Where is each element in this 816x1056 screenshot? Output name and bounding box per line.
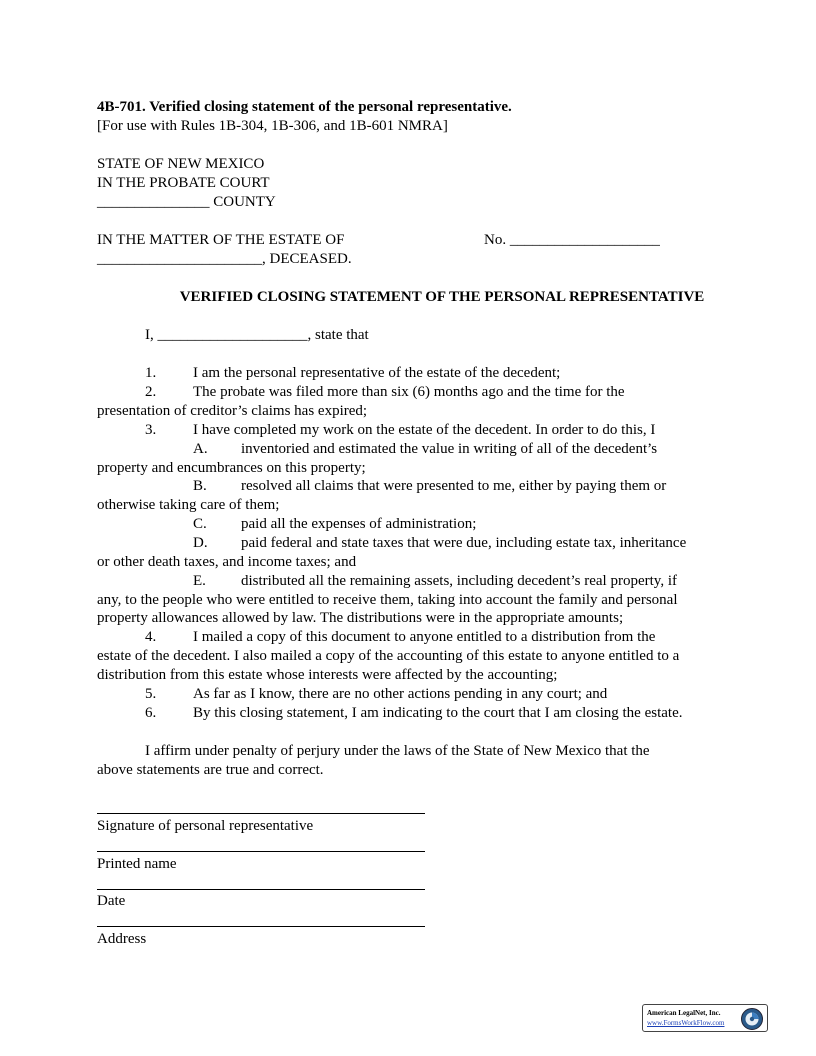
item-number: 5. [145,686,157,702]
item-text: I mailed a copy of this document to anyone entitled to a distribution from the [193,629,656,645]
printed-name-label: Printed name [97,856,177,872]
date-label: Date [97,893,126,909]
caption-matter: IN THE MATTER OF THE ESTATE OF [97,232,345,248]
item-number: 2. [145,384,157,400]
case-number: No. ____________________ [484,232,660,248]
item-text: The probate was filed more than six (6) months ago and the time for the [193,384,625,400]
subitem-text: inventoried and estimated the value in writing of all of the decedent’s [241,441,658,457]
form-title: 4B-701. Verified closing statement of the personal representative. [97,99,512,115]
subitem-text: paid federal and state taxes that were due, including estate tax, inheritance [241,535,687,551]
logo-company: American LegalNet, Inc. [647,1009,721,1017]
subitem-text: property allowances allowed by law. The distributions were in the appropriate amounts; [97,610,624,626]
document-title: VERIFIED CLOSING STATEMENT OF THE PERSONAL REPRESENTATIVE [179,289,705,305]
subitem-text: or other death taxes, and income taxes; and [97,554,357,570]
affirmation-text: I affirm under penalty of perjury under the laws of the State of New Mexico that the [145,743,650,759]
address-label: Address [97,931,147,947]
signature-label: Signature of personal representative [97,818,314,834]
rules-note: [For use with Rules 1B-304, 1B-306, and 1B-601 NMRA] [97,118,448,134]
subitem-letter: B. [193,478,207,494]
item-text: By this closing statement, I am indicating to the court that I am closing the estate. [193,705,683,721]
subitem-letter: C. [193,516,207,532]
item-number: 1. [145,365,157,381]
globe-icon [740,1007,764,1031]
date-line[interactable] [97,889,425,890]
item-text: distribution from this estate whose interests were affected by the accounting; [97,667,558,683]
caption-deceased: ______________________, DECEASED. [97,251,352,267]
item-text: I am the personal representative of the estate of the decedent; [193,365,561,381]
item-number: 3. [145,422,157,438]
affirmation-text: above statements are true and correct. [97,762,324,778]
subitem-letter: A. [193,441,208,457]
subitem-text: paid all the expenses of administration; [241,516,477,532]
printed-name-line[interactable] [97,851,425,852]
subitem-letter: E. [193,573,206,589]
item-text: I have completed my work on the estate of the decedent. In order to do this, I [193,422,656,438]
address-line[interactable] [97,926,425,927]
caption-state: STATE OF NEW MEXICO [97,156,265,172]
subitem-text: resolved all claims that were presented to me, either by paying them or [241,478,667,494]
subitem-text: distributed all the remaining assets, including decedent’s real property, if [241,573,677,589]
subitem-text: any, to the people who were entitled to receive them, taking into account the family and personal [97,592,678,608]
caption-court: IN THE PROBATE COURT [97,175,270,191]
subitem-text: otherwise taking care of them; [97,497,280,513]
caption-county: _______________ COUNTY [97,194,276,210]
item-text: As far as I know, there are no other actions pending in any court; and [193,686,608,702]
logo-url[interactable]: www.FormsWorkFlow.com [647,1019,725,1027]
item-number: 6. [145,705,157,721]
subitem-letter: D. [193,535,208,551]
item-number: 4. [145,629,157,645]
intro-statement: I, ____________________, state that [145,327,369,343]
item-text: estate of the decedent. I also mailed a copy of the accounting of this estate to anyone entitled to a [97,648,680,664]
footer-logo[interactable] [642,1004,768,1032]
subitem-text: property and encumbrances on this property; [97,460,366,476]
item-text: presentation of creditor’s claims has expired; [97,403,368,419]
signature-line[interactable] [97,813,425,814]
